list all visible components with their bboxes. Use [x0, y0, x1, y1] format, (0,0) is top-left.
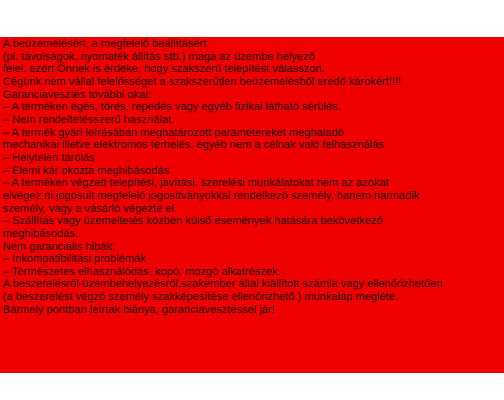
list-item: – Nem rendeltetésszerű használat. [3, 113, 175, 126]
notice-line: felel, ezért Önnek is érdeke, hogy szakszerű telepítést válasszon. [3, 63, 325, 76]
list-item: – Elemi kár okozta meghibásodás [3, 164, 170, 177]
requirement-line: A beszerelésről-üzembehelyezésről,szakember által kiállított számla vagy ellenőrizhetően [3, 278, 443, 291]
list-item: – A terméken égés, törés, repedés vagy egyéb fizikai látható sérülés. [3, 101, 341, 114]
list-item-continuation: meghibásodás. [3, 227, 79, 240]
notice-line: A beüzemelésért, a megfelelő beállításért [3, 38, 207, 50]
section-heading-warranty-loss: Garanciavesztés további okai: [3, 88, 151, 101]
warranty-notice-panel [0, 37, 504, 373]
list-item: – Inkompatibilitási problémák [3, 253, 147, 266]
notice-line: (pl. távolságok, nyomaték állítás stb.) maga az üzembe helyező [3, 50, 316, 63]
section-heading-non-warranty: Nem garanciális hibák: [3, 240, 116, 253]
disclaimer-line: Cégünk nem vállal felelősséget a szakszerűtlen beüzemelésből eredő károkért!!!! [3, 75, 402, 88]
requirement-line: (a beszerelést végző személy szakképesítése ellenőrizhető.) munkalap megléte. [3, 291, 399, 304]
list-item: – Természetes elhasználódás, kopó, mozgó alkatrészek. [3, 265, 281, 278]
list-item: – A terméken végzett telepítési, javítási, szerelési munkálatokat nem az azokat [3, 177, 390, 190]
list-item-continuation: személy, vagy a vásárló végezte el. [3, 202, 178, 215]
list-item: – A termék gyári leírásában meghatározott paramétereket meghaladó [3, 126, 345, 139]
list-item-continuation: elvégez ni jogosult megfelelő jogosítványokkal rendelkező személy, hanem harmadik [3, 189, 420, 202]
list-item-continuation: mechanikai illetve elektromos terhelés, egyéb nem a célnak való felhasználás [3, 139, 385, 152]
list-item: – Helytelen tárolás [3, 151, 95, 164]
closing-warning-line: Bármely pontban leírtak hiánya, garanciavesztéssel jár! [3, 303, 275, 316]
list-item: – Szállítás vagy üzemeltetés közben külső események hatására bekövetkező [3, 215, 383, 228]
